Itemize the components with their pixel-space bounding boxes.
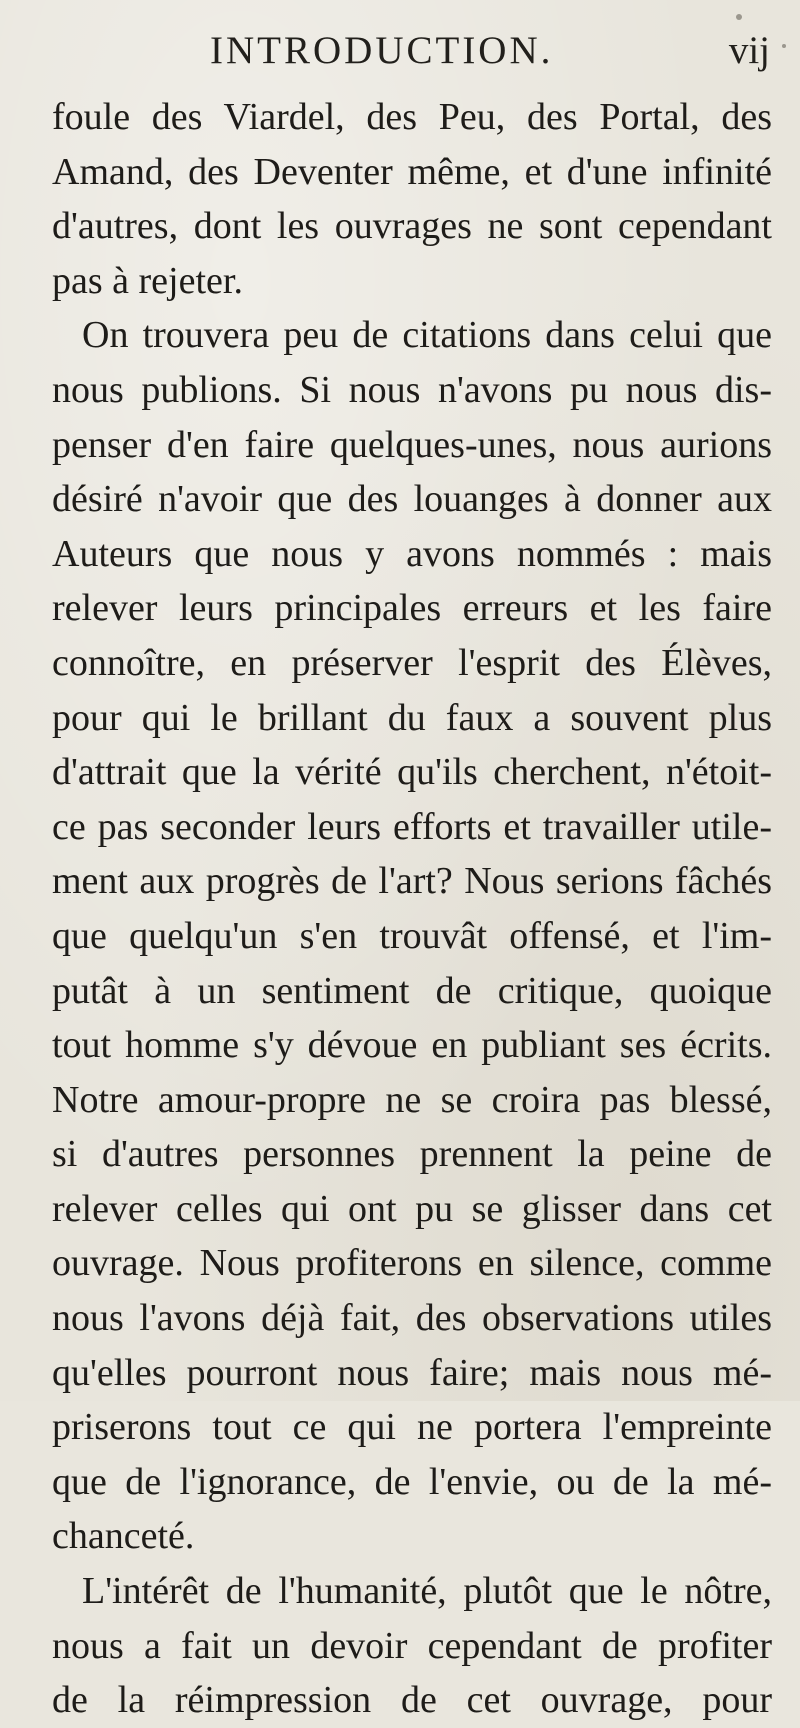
paper-speck: [782, 44, 786, 48]
text-line: nous a fait un devoir cependant de profiter: [52, 1624, 772, 1667]
text-line: ce pas seconder leurs efforts et travailler utile-: [52, 805, 772, 848]
text-line: pas à rejeter.: [52, 259, 243, 302]
text-line: priserons tout ce qui ne portera l'empreinte: [52, 1406, 772, 1449]
text-line: ment aux progrès de l'art? Nous serions fâchés: [52, 860, 772, 903]
text-line: d'autres, dont les ouvrages ne sont cependant: [52, 205, 772, 248]
running-title: INTRODUCTION.: [210, 29, 554, 72]
text-line: tout homme s'y dévoue en publiant ses écrits.: [52, 1024, 772, 1067]
text-line: L'intérêt de l'humanité, plutôt que le nôtre,: [82, 1570, 772, 1613]
text-line: foule des Viardel, des Peu, des Portal, des: [52, 96, 772, 138]
paper-speck: [736, 14, 742, 20]
text-line: connoître, en préserver l'esprit des Élèves,: [52, 641, 772, 684]
text-line: relever celles qui ont pu se glisser dans cet: [52, 1187, 772, 1230]
text-line: Amand, des Deventer même, et d'une infinité: [52, 150, 772, 193]
text-line: Notre amour-propre ne se croira pas blessé,: [52, 1078, 772, 1121]
text-line: de la réimpression de cet ouvrage, pour: [52, 1679, 772, 1722]
text-line: Auteurs que nous y avons nommés : mais: [52, 532, 772, 575]
text-line: désiré n'avoir que des louanges à donner aux: [52, 478, 772, 521]
body-text: [52, 90, 772, 1728]
text-line: si d'autres personnes prennent la peine de: [52, 1133, 772, 1176]
text-line: nous l'avons déjà fait, des observations utiles: [52, 1297, 772, 1340]
text-line: chanceté.: [52, 1515, 195, 1558]
text-line: putât à un sentiment de critique, quoique: [52, 969, 772, 1012]
page-number: vij: [728, 29, 770, 72]
text-line: ouvrage. Nous profiterons en silence, comme: [52, 1242, 772, 1285]
text-line: pour qui le brillant du faux a souvent plus: [52, 696, 772, 739]
text-line: nous publions. Si nous n'avons pu nous dis-: [52, 368, 772, 411]
text-line: penser d'en faire quelques-unes, nous aurions: [52, 423, 772, 466]
text-line: qu'elles pourront nous faire; mais nous mé-: [52, 1351, 772, 1394]
text-line: relever leurs principales erreurs et les faire: [52, 587, 772, 630]
text-line: que de l'ignorance, de l'envie, ou de la mé-: [52, 1460, 772, 1503]
text-line: On trouvera peu de citations dans celui que: [82, 314, 772, 357]
text-line: que quelqu'un s'en trouvât offensé, et l'im-: [52, 914, 772, 957]
running-header: [210, 28, 770, 76]
text-line: d'attrait que la vérité qu'ils cherchent, n'étoit-: [52, 751, 772, 794]
